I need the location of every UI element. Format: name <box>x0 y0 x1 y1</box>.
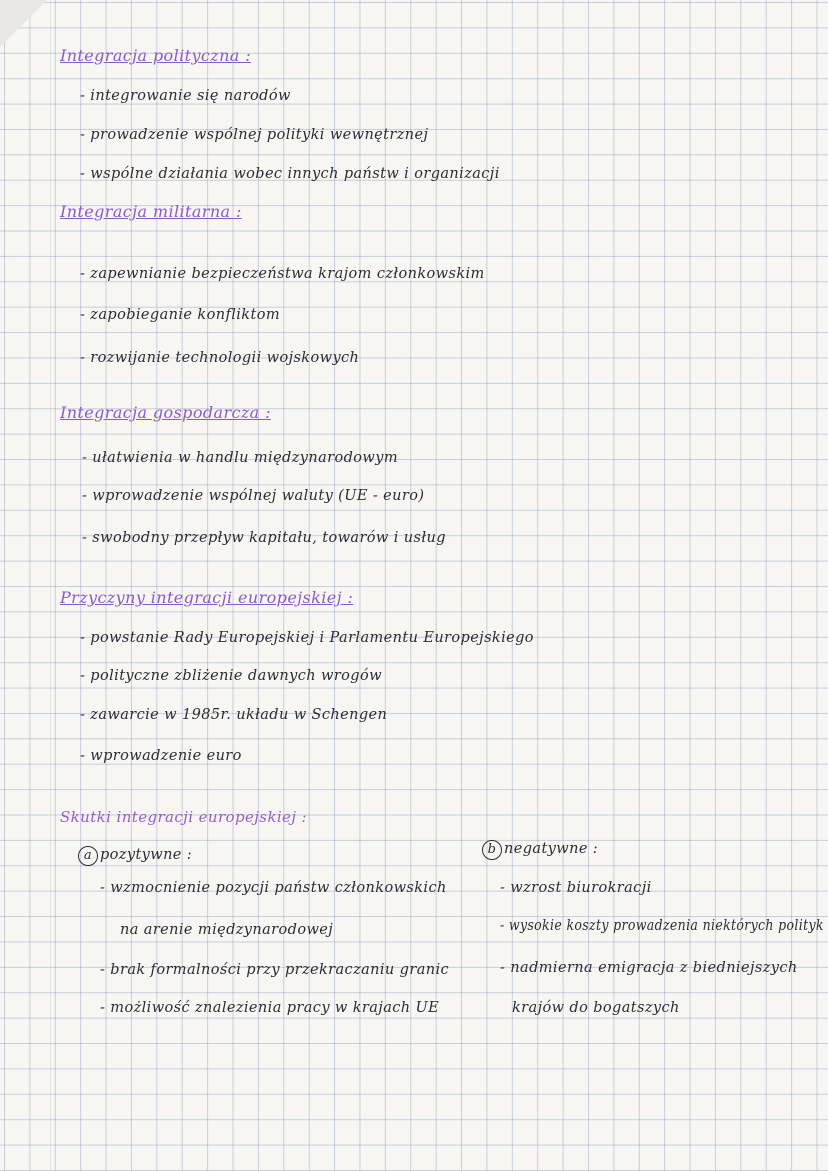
list-item: - rozwijanie technologii wojskowych <box>80 350 360 366</box>
list-item: - zapewnianie bezpieczeństwa krajom członkowskim <box>80 266 485 282</box>
list-item: - wspólne działania wobec innych państw i organizacji <box>80 166 500 182</box>
list-item: - wzmocnienie pozycji państw członkowskich <box>100 880 447 896</box>
list-item: - ułatwienia w handlu międzynarodowym <box>82 450 398 466</box>
subheading-negative <box>482 840 598 860</box>
list-item: - nadmierna emigracja z biedniejszych <box>500 960 798 976</box>
page-corner-fold <box>0 0 48 48</box>
circled-marker-b: b <box>482 840 502 860</box>
list-item: - zapobieganie konfliktom <box>80 307 280 323</box>
list-item: - wprowadzenie wspólnej waluty (UE - euro) <box>82 488 425 504</box>
list-item: - zawarcie w 1985r. układu w Schengen <box>80 707 388 723</box>
heading-political-integration: Integracja polityczna : <box>60 46 251 65</box>
page-margin-line <box>50 0 51 1171</box>
heading-military-integration: Integracja militarna : <box>60 202 242 221</box>
list-item: krajów do bogatszych <box>512 1000 680 1016</box>
list-item: - prowadzenie wspólnej polityki wewnętrznej <box>80 127 429 143</box>
subheading-positive-label: pozytywne : <box>100 847 193 863</box>
heading-economic-integration: Integracja gospodarcza : <box>60 403 271 422</box>
subheading-negative-label: negatywne : <box>504 841 599 857</box>
heading-effects-european-integration: Skutki integracji europejskiej : <box>60 808 308 826</box>
list-item: - brak formalności przy przekraczaniu granic <box>100 962 450 978</box>
circled-marker-a: a <box>78 846 98 866</box>
list-item: - wzrost biurokracji <box>500 880 652 896</box>
list-item: - swobodny przepływ kapitału, towarów i usług <box>82 530 446 546</box>
list-item: - integrowanie się narodów <box>80 88 291 104</box>
list-item: - możliwość znalezienia pracy w krajach UE <box>100 1000 440 1016</box>
list-item: - polityczne zbliżenie dawnych wrogów <box>80 668 382 684</box>
list-item: - wysokie koszty prowadzenia niektórych polityk <box>500 918 824 934</box>
list-item: na arenie międzynarodowej <box>120 922 334 938</box>
heading-causes-european-integration: Przyczyny integracji europejskiej : <box>60 588 354 607</box>
subheading-positive <box>78 846 192 866</box>
list-item: - wprowadzenie euro <box>80 748 242 764</box>
list-item: - powstanie Rady Europejskiej i Parlamentu Europejskiego <box>80 630 534 646</box>
